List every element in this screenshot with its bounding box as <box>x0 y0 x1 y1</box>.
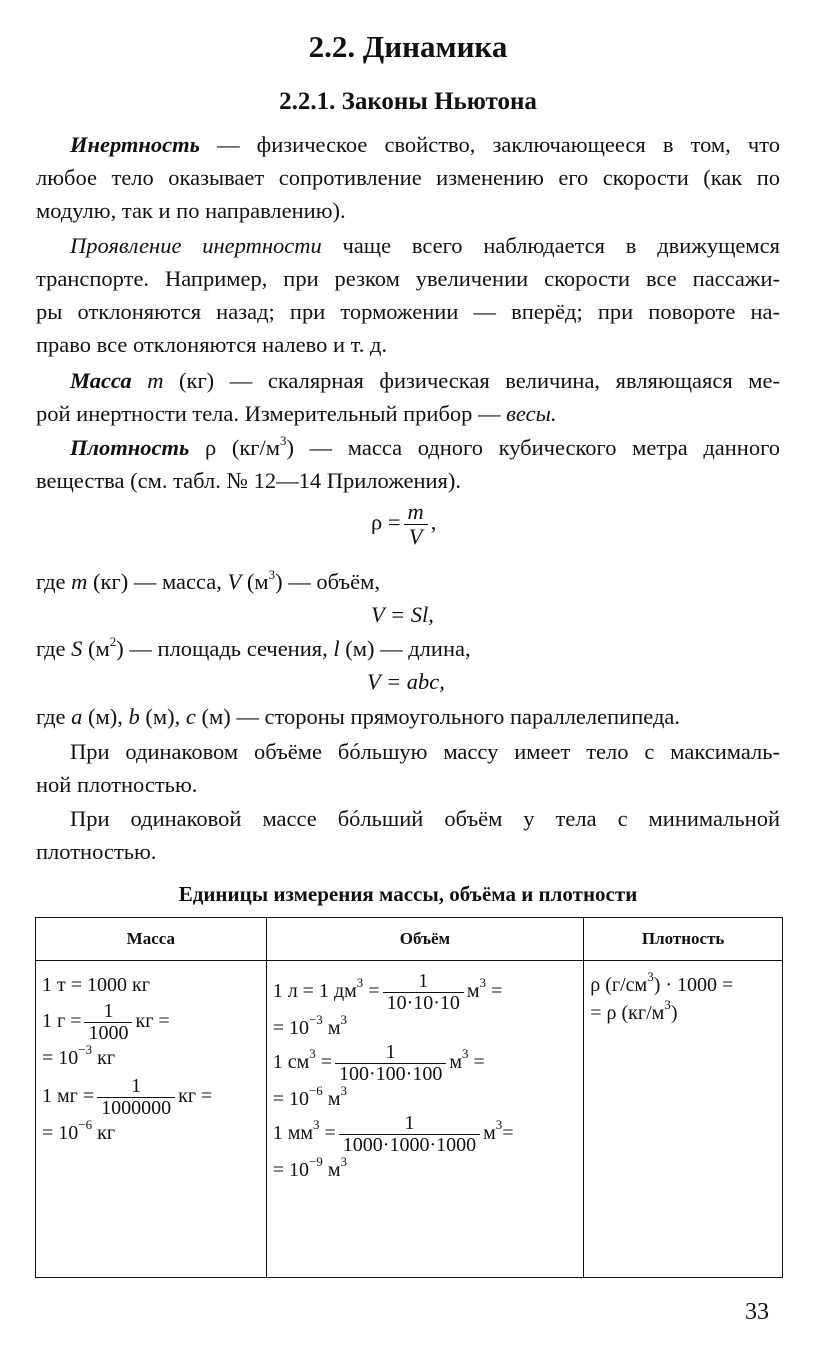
paragraph-equal-mass <box>36 802 780 868</box>
mass-line: = $10^{-6}$ кг <box>42 1117 116 1144</box>
mass-line: 1 г = $\frac{1}{1000}$ кг = <box>42 1000 170 1044</box>
cell-density <box>584 961 783 1278</box>
mass-line: 1 т = 1000 кг <box>42 974 150 996</box>
table-caption: Единицы измерения массы, объёма и плотности <box>178 882 638 906</box>
fraction <box>404 500 428 548</box>
cell-volume <box>266 961 584 1278</box>
volume-line: = $10^{-3}$ $м^3$ <box>272 1012 347 1039</box>
text-line: плотностью. <box>36 839 157 864</box>
table-row <box>36 961 783 1278</box>
density-line: = ρ $(кг/м^3)$ <box>590 997 678 1024</box>
density-unit: ρ (кг/м <box>204 435 280 460</box>
header-density: Плотность <box>584 918 783 961</box>
header-volume: Объём <box>266 918 584 961</box>
term-inertia-manifestation: Проявление инертности <box>70 233 322 258</box>
units-table <box>35 917 783 1278</box>
paragraph-mass <box>36 364 780 430</box>
table-header-row <box>36 918 783 961</box>
text-line: модулю, так и по направлению). <box>36 198 346 223</box>
text-line: ной плотностью. <box>36 772 198 797</box>
volume-line: 1 $см^3$ = $\frac{1}{100\cdot 100\cdot 100}$ $м^3$ = <box>272 1041 485 1085</box>
formula-volume-abc: V = abc, <box>367 669 445 694</box>
formula-density <box>371 500 436 548</box>
formula-tail: , <box>430 509 437 535</box>
term-inertia: Инертность <box>70 132 200 157</box>
text-line: ) — масса одного кубического метра данного <box>286 435 781 460</box>
text-line: (кг) — скалярная физическая величина, являющаяся ме- <box>179 368 781 393</box>
term-mass: Масса <box>70 368 132 393</box>
symbol-m: m <box>147 368 164 393</box>
where-line-1: где m (кг) — масса, V $(м^3)$ — объём, <box>36 566 380 594</box>
volume-line: 1 $мм^3$ = $\frac{1}{1000\cdot 1000\cdot 1000}$ $м^3=$ <box>272 1112 514 1156</box>
where-line-2: где S $(м^2)$ — площадь сечения, l (м) — длина, <box>36 633 471 661</box>
volume-line: 1 л = 1 $дм^3$ = $\frac{1}{10\cdot 10\cdot 10}$ $м^3$ = <box>272 970 503 1014</box>
volume-line: = $10^{-9}$ $м^3$ <box>272 1154 347 1181</box>
text-line: чаще всего наблюдается в движущемся <box>342 233 780 258</box>
term-density: Плотность <box>70 435 190 460</box>
text-line: право все отклоняются налево и т. д. <box>36 332 388 357</box>
fraction-denominator: V <box>408 523 423 549</box>
text-line: — физическое свойство, заключающееся в том, что <box>217 132 781 157</box>
fraction-numerator: m <box>404 500 428 525</box>
term-scales: весы. <box>506 401 557 426</box>
paragraph-inertia-manifestation <box>36 229 780 361</box>
chapter-title: 2.2. Динамика <box>308 29 508 64</box>
paragraph-inertia <box>36 128 780 227</box>
page-number: 33 <box>745 1299 769 1325</box>
text-line: рой инертности тела. Измерительный прибор — <box>36 401 501 426</box>
formula-lhs: ρ = <box>371 509 401 535</box>
paragraph-equal-volume <box>36 735 780 801</box>
mass-line: 1 мг = $\frac{1}{1000000}$ кг = <box>42 1075 213 1119</box>
text-line: транспорте. Например, при резком увеличении скорости все пассажи- <box>36 266 780 291</box>
text-line: При одинаковой массе бóльший объём у тела с минимальной <box>70 806 780 831</box>
mass-line: = $10^{-3}$ кг <box>42 1042 116 1069</box>
volume-line: = $10^{-6}$ $м^3$ <box>272 1083 347 1110</box>
density-line: ρ $(г/см^3) \cdot 1000$ = <box>590 969 734 996</box>
paragraph-density <box>36 431 780 497</box>
text-line: При одинаковом объёме бóльшую массу имеет тело с максималь- <box>70 739 780 764</box>
where-line-3: где a (м), b (м), c (м) — стороны прямоугольного параллелепипеда. <box>36 704 681 729</box>
header-mass: Масса <box>36 918 267 961</box>
text-line: вещества (см. табл. № 12—14 Приложения). <box>36 468 461 493</box>
section-title: 2.2.1. Законы Ньютона <box>279 88 537 115</box>
cell-mass <box>36 961 267 1278</box>
text-line: любое тело оказывает сопротивление изменению его скорости (как по <box>36 165 780 190</box>
superscript: 3 <box>279 432 287 448</box>
formula-volume-sl: V = Sl, <box>371 602 434 627</box>
text-line: ры отклоняются назад; при торможении — вперёд; при повороте на- <box>36 299 780 324</box>
